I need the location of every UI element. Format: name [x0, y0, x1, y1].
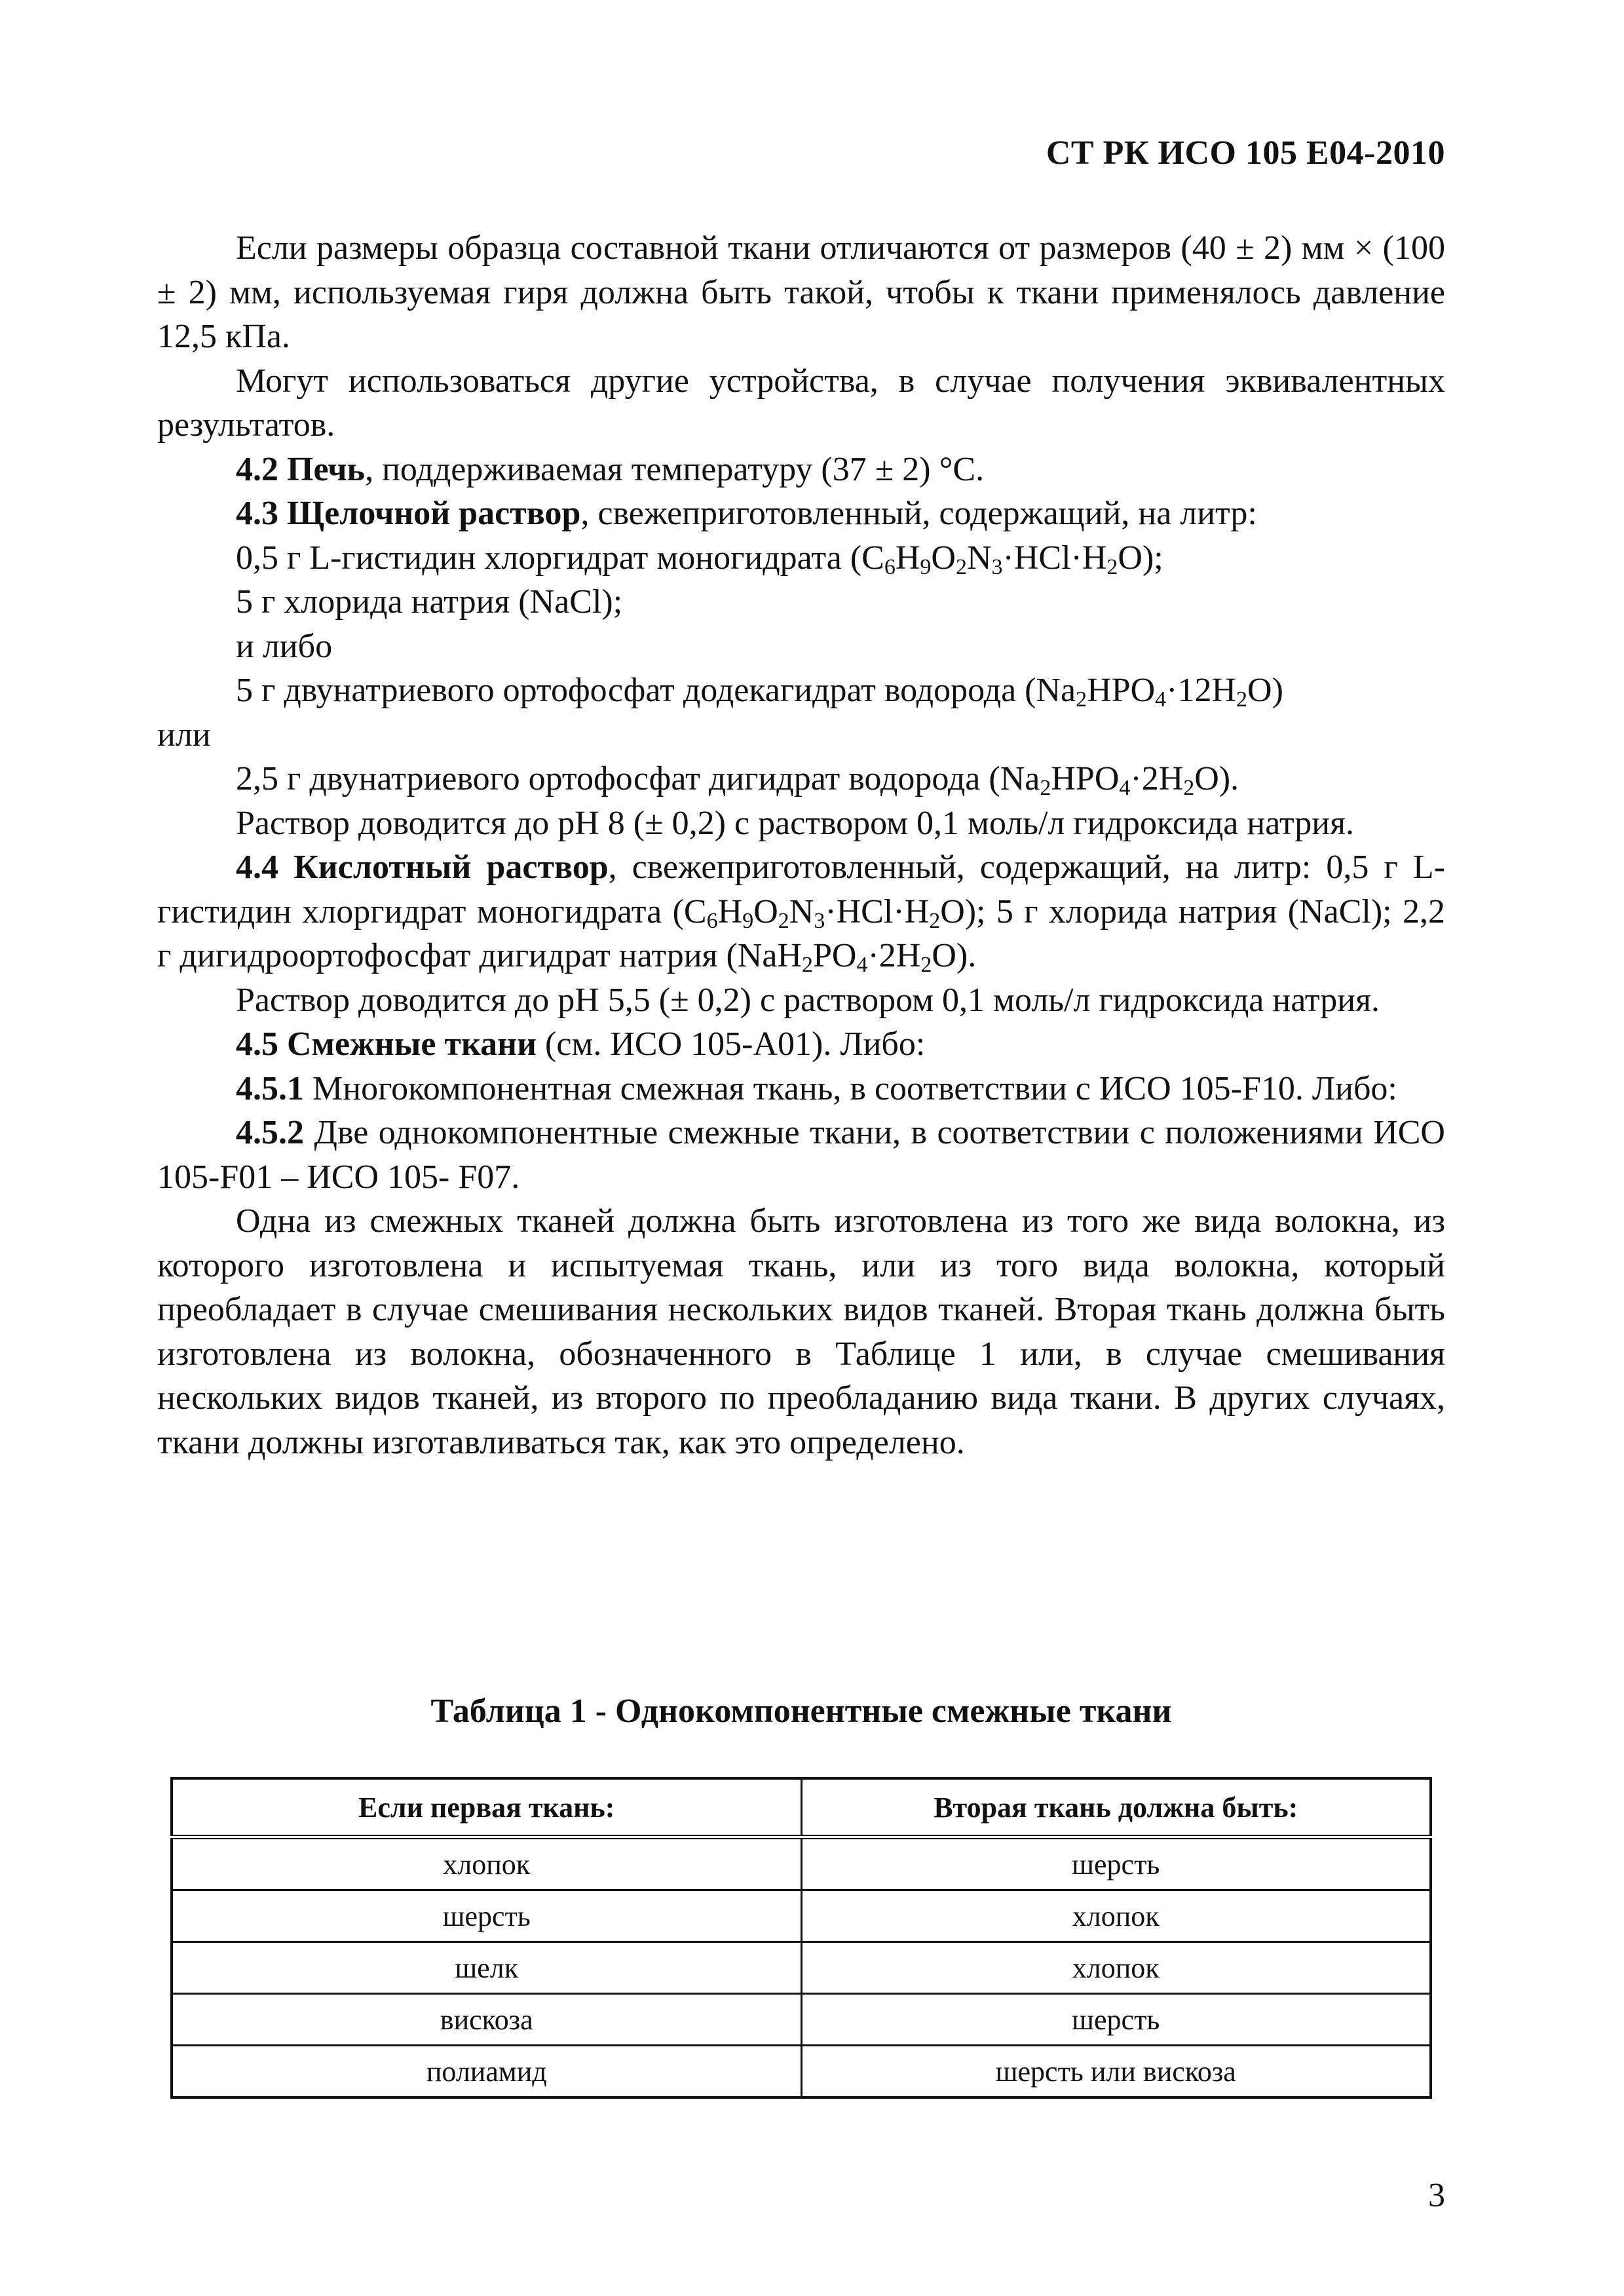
table-cell: шерсть или вискоза	[801, 2046, 1431, 2098]
formula-subscript: 2	[1183, 776, 1195, 800]
table-cell: полиамид	[172, 2046, 801, 2098]
formula-part: 0,5 г L-гистидин хлоргидрат моногидрата (C	[236, 539, 884, 577]
formula-subscript: 4	[856, 953, 868, 977]
section-4-4	[157, 845, 1445, 978]
section-4-2-heading: 4.2 Печь	[236, 450, 366, 488]
formula-subscript: 2	[1040, 776, 1051, 800]
table-cell: шерсть	[801, 1837, 1431, 1890]
document-code-header: СТ РК ИСО 105 Е04-2010	[1046, 134, 1445, 172]
section-4-5-text: (см. ИСО 105-А01). Либо:	[537, 1025, 926, 1063]
formula-part: , свежеприготовленный, содержащий, на литр: 0,5 г L-гистидин хлоргидрат моногидрата (C	[157, 849, 1445, 930]
formula-part: ·HCl·H	[1002, 539, 1107, 577]
section-4-2-text: , поддерживаемая температуру (37 ± 2) °С.	[365, 450, 985, 488]
formula-part: 5 г двунатриевого ортофосфат додекагидрат водорода (Na	[236, 672, 1076, 709]
section-4-5-2	[157, 1111, 1445, 1199]
section-4-5-1-heading: 4.5.1	[236, 1069, 304, 1107]
document-body	[157, 226, 1445, 1464]
formula-part: O); 5 г хлорида натрия (NaCl); 2,2 г дигидроортофосфат дигидрат натрия (NaH	[157, 892, 1445, 974]
paragraph-other-devices: Могут использоваться другие устройства, в случае получения эквивалентных результатов.	[157, 362, 1445, 444]
formula-part: O).	[1194, 760, 1239, 797]
formula-part: ·12H	[1166, 672, 1237, 709]
document-page	[157, 0, 1445, 2296]
formula-subscript: 2	[801, 953, 813, 977]
section-4-3-line-dodecahydrate	[157, 668, 1445, 713]
formula-part: N	[789, 892, 814, 930]
table-row	[172, 1890, 1431, 1942]
section-4-3-line-nacl: 5 г хлорида натрия (NaCl);	[236, 583, 623, 621]
formula-subscript: 9	[742, 908, 754, 933]
formula-subscript: 2	[920, 953, 932, 977]
formula-part: H	[717, 892, 743, 930]
formula-part: ·2H	[1130, 760, 1184, 797]
formula-part: H	[895, 539, 920, 577]
table-row	[172, 1837, 1431, 1890]
section-4-5-heading: 4.5 Смежные ткани	[236, 1025, 537, 1063]
section-4-3-line-dihydrate	[157, 757, 1445, 801]
section-4-3-line-or: или	[157, 716, 211, 754]
formula-subscript: 2	[1106, 554, 1118, 579]
paragraph-sample-size: Если размеры образца составной ткани отличаются от размеров (40 ± 2) мм × (100 ± 2) мм, используемая гиря должна быть такой, чтобы к ткани применялось давление 12,5 кПа.	[157, 229, 1445, 355]
formula-part: HPO	[1051, 760, 1120, 797]
formula-part: N	[966, 539, 992, 577]
section-4-3-line-histidine	[157, 536, 1445, 581]
page-number: 3	[1428, 2177, 1445, 2214]
section-4-3-text: , свежеприготовленный, содержащий, на литр:	[580, 495, 1257, 532]
formula-subscript: 6	[884, 554, 896, 579]
formula-part: PO	[812, 937, 857, 974]
formula-subscript: 3	[991, 554, 1003, 579]
formula-subscript: 3	[814, 908, 825, 933]
formula-subscript: 2	[778, 908, 789, 933]
table-title: Таблица 1 - Однокомпонентные смежные ткани	[430, 1693, 1172, 1730]
section-4-3-ph: Раствор доводится до рН 8 (± 0,2) с раствором 0,1 моль/л гидроксида натрия.	[236, 804, 1355, 842]
formula-subscript: 4	[1155, 687, 1167, 712]
formula-subscript: 2	[955, 554, 967, 579]
section-4-2	[157, 448, 1445, 492]
table-header-cell: Если первая ткань:	[172, 1778, 801, 1837]
table-cell: шерсть	[801, 1994, 1431, 2046]
table-header-cell: Вторая ткань должна быть:	[801, 1778, 1431, 1837]
formula-subscript: 4	[1119, 776, 1131, 800]
formula-part: HPO	[1087, 672, 1156, 709]
table-row	[172, 2046, 1431, 2098]
section-4-3-line-either: и либо	[236, 627, 333, 665]
table-row	[172, 1942, 1431, 1994]
section-4-4-heading: 4.4 Кислотный раствор	[236, 849, 609, 886]
table-cell: шелк	[172, 1942, 801, 1994]
paragraph-adjacent-fabrics: Одна из смежных тканей должна быть изготовлена из того же вида волокна, из которого изготовлена и испытуемая ткань, или из того вида волокна, который преобладает в случае смешивания нескольких видов тканей. Вторая ткань должна быть изготовлена из волокна, обозначенного в Таблице 1 или, в случае смешивания нескольких видов тканей, из второго по преобладанию вида ткани. В других случаях, ткани должны изготавливаться так, как это определено.	[157, 1202, 1445, 1461]
section-4-5-2-heading: 4.5.2	[236, 1114, 304, 1151]
section-4-3	[157, 491, 1445, 536]
section-4-5	[157, 1022, 1445, 1067]
section-4-4-ph: Раствор доводится до рН 5,5 (± 0,2) с раствором 0,1 моль/л гидроксида натрия.	[236, 981, 1380, 1019]
formula-subscript: 2	[929, 908, 941, 933]
table-cell: хлопок	[172, 1837, 801, 1890]
table-cell: вискоза	[172, 1994, 801, 2046]
adjacent-fabrics-table	[170, 1777, 1432, 2099]
formula-part: O).	[932, 937, 977, 974]
formula-subscript: 2	[1236, 687, 1248, 712]
table-header-row	[172, 1778, 1431, 1837]
section-4-5-1	[157, 1067, 1445, 1111]
formula-part: O);	[1118, 539, 1163, 577]
formula-subscript: 6	[706, 908, 718, 933]
formula-part: O	[753, 892, 778, 930]
section-4-5-1-text: Многокомпонентная смежная ткань, в соответствии с ИСО 105-F10. Либо:	[304, 1069, 1397, 1107]
formula-subscript: 9	[920, 554, 932, 579]
table-cell: шерсть	[172, 1890, 801, 1942]
table-cell: хлопок	[801, 1890, 1431, 1942]
table-row	[172, 1994, 1431, 2046]
table-cell: хлопок	[801, 1942, 1431, 1994]
formula-part: ·2H	[867, 937, 921, 974]
formula-part: 2,5 г двунатриевого ортофосфат дигидрат водорода (Na	[236, 760, 1040, 797]
formula-part: O	[931, 539, 956, 577]
formula-part: ·HCl·H	[825, 892, 930, 930]
section-4-5-2-text: Две однокомпонентные смежные ткани, в соответствии с положениями ИСО 105-F01 – ИСО 105- F07.	[157, 1114, 1445, 1196]
formula-part: O)	[1247, 672, 1283, 709]
formula-subscript: 2	[1076, 687, 1087, 712]
section-4-3-heading: 4.3 Щелочной раствор	[236, 495, 581, 532]
